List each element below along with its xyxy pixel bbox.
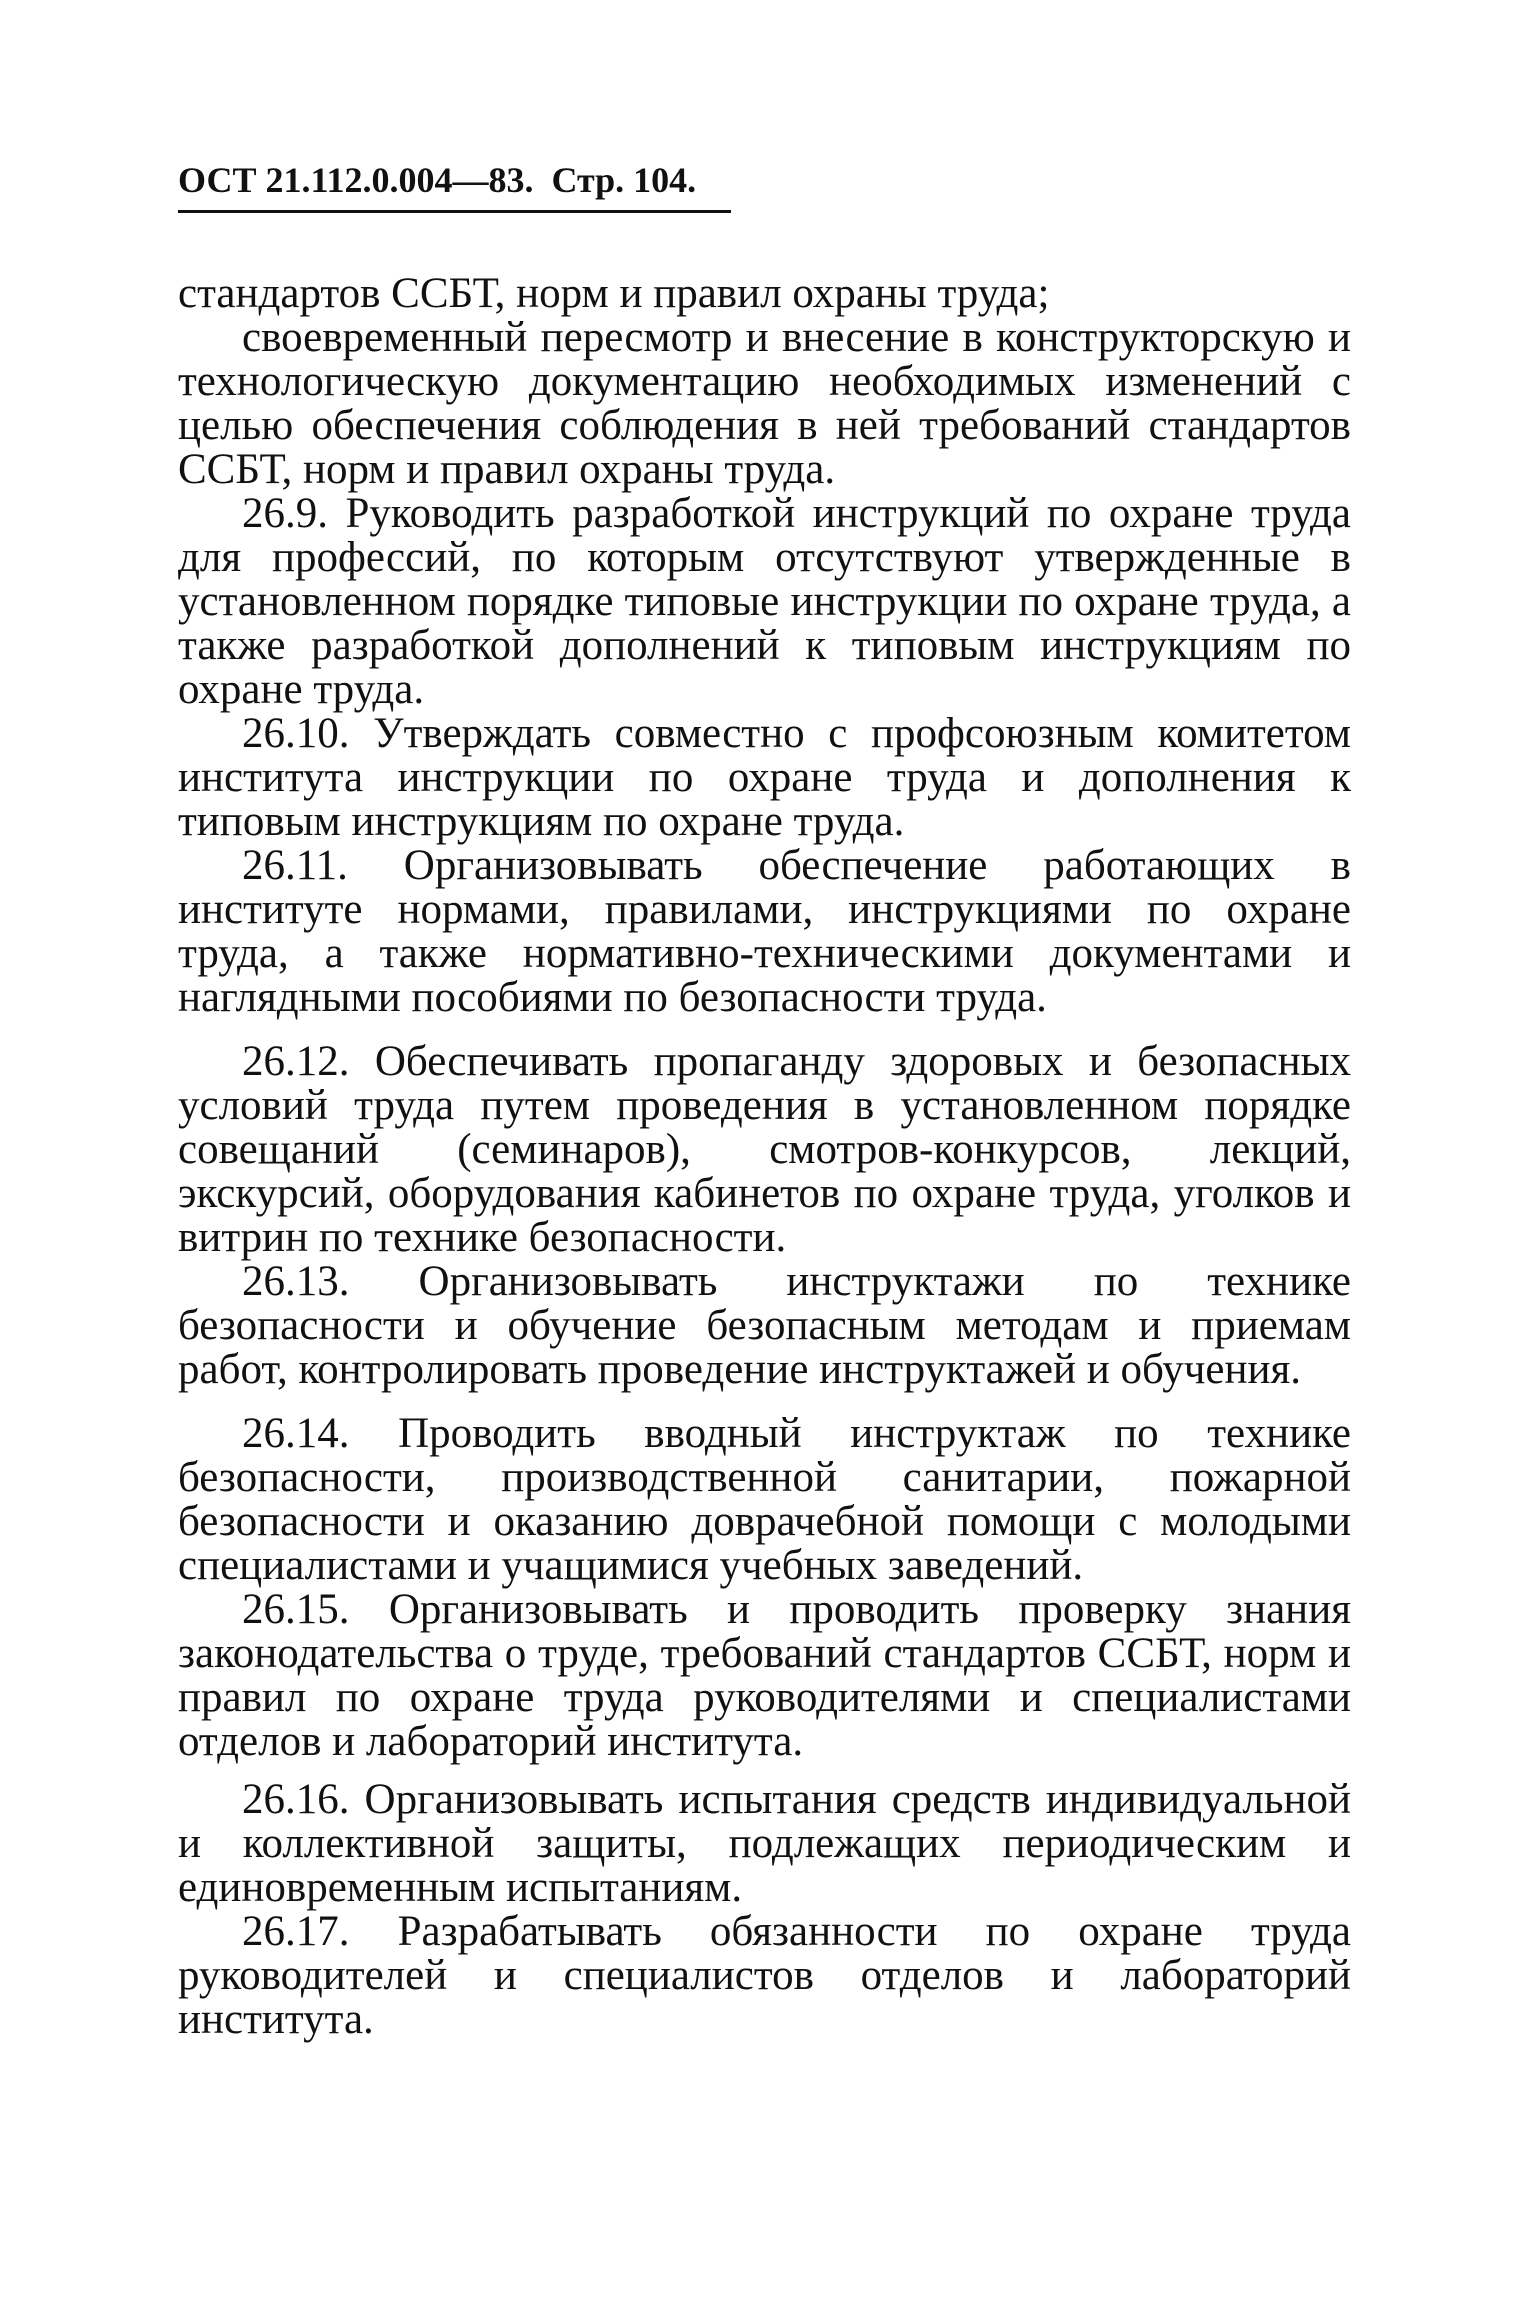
paragraph-26-9: 26.9. Руководить разработкой инструкций по охране труда для профессий, по которым отсутствуют утвержденные в установленном порядке типовые инструкции по охране труда, а также разработкой дополнений к типовым инструкциям по охране труда. — [178, 490, 1351, 713]
document-code: ОСТ 21.112.0.004—83. — [178, 160, 534, 200]
header-rule — [178, 210, 731, 213]
paragraph-26-12: 26.12. Обеспечивать пропаганду здоровых и безопасных условий труда путем проведения в установленном порядке совещаний (семинаров), смотров-конкурсов, лекций, экскурсий, оборудования кабинетов по охране труда, уголков и витрин по технике безопасности. — [178, 1038, 1351, 1261]
paragraph-26-17: 26.17. Разрабатывать обязанности по охране труда руководителей и специалистов отделов и лабораторий института. — [178, 1908, 1351, 2043]
paragraph-26-10: 26.10. Утверждать совместно с профсоюзным комитетом института инструкции по охране труда и дополнения к типовым инструкциям по охране труда. — [178, 710, 1351, 845]
paragraph-26-16: 26.16. Организовывать испытания средств индивидуальной и коллективной защиты, подлежащих периодическим и единовременным испытаниям. — [178, 1776, 1351, 1911]
paragraph-26-15: 26.15. Организовывать и проводить проверку знания законодательства о труде, требований стандартов ССБТ, норм и правил по охране труда руководителями и специалистами отделов и лабораторий института. — [178, 1586, 1351, 1765]
page-header — [178, 160, 731, 213]
paragraph-timely-revision: своевременный пересмотр и внесение в конструкторскую и технологическую документацию необходимых изменений с целью обеспечения соблюдения в ней требований стандартов ССБТ, норм и правил охраны труда. — [178, 314, 1351, 493]
document-body — [178, 272, 1351, 2042]
paragraph-26-14: 26.14. Проводить вводный инструктаж по технике безопасности, производственной санитарии, пожарной безопасности и оказанию доврачебной помощи с молодыми специалистами и учащимися учебных заведений. — [178, 1410, 1351, 1589]
paragraph-26-13: 26.13. Организовывать инструктажи по технике безопасности и обучение безопасным методам и приемам работ, контролировать проведение инструктажей и обучения. — [178, 1258, 1351, 1393]
page-number: Стр. 104. — [551, 160, 697, 200]
paragraph-26-11: 26.11. Организовывать обеспечение работающих в институте нормами, правилами, инструкциями по охране труда, а также нормативно-техническими документами и наглядными пособиями по безопасности труда. — [178, 842, 1351, 1021]
paragraph-continuation: стандартов ССБТ, норм и правил охраны труда; — [178, 270, 1050, 317]
